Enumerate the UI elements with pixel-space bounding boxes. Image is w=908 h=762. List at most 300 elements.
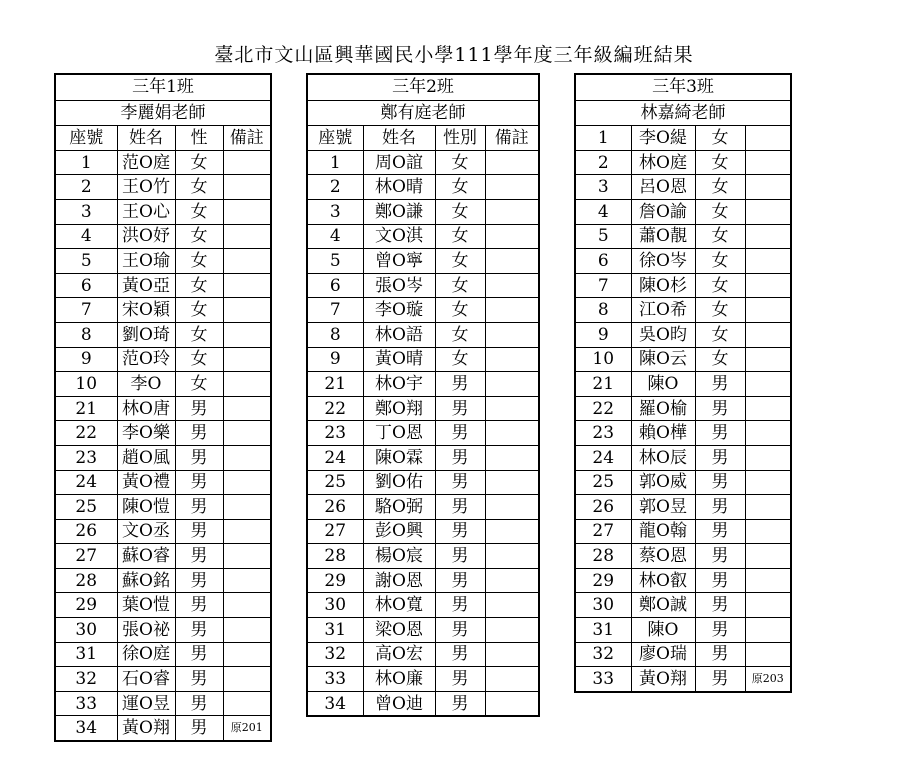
table-row [55, 445, 271, 470]
table-row [575, 445, 791, 470]
seat-number: 4 [55, 224, 117, 249]
seat-number: 3 [307, 199, 363, 224]
table-row [55, 691, 271, 716]
student-name: 林O辰 [631, 445, 695, 470]
seat-number: 24 [55, 470, 117, 495]
gender: 女 [435, 249, 485, 274]
seat-number: 31 [307, 618, 363, 643]
note-header: 備註 [223, 126, 271, 151]
seat-number: 22 [307, 396, 363, 421]
seat-number: 1 [575, 126, 631, 151]
seat-number: 2 [575, 150, 631, 175]
student-name: 高O宏 [363, 642, 435, 667]
seat-number: 25 [307, 470, 363, 495]
note [745, 199, 791, 224]
gender: 男 [175, 470, 223, 495]
student-name: 賴O樺 [631, 421, 695, 446]
gender: 女 [435, 347, 485, 372]
table-row [307, 544, 539, 569]
student-name: 李O緹 [631, 126, 695, 151]
student-name: 江O希 [631, 298, 695, 323]
table-row [307, 667, 539, 692]
note [745, 372, 791, 397]
gender: 女 [435, 224, 485, 249]
gender: 男 [695, 544, 745, 569]
note [745, 593, 791, 618]
seat-number: 33 [55, 691, 117, 716]
gender: 男 [695, 396, 745, 421]
seat-number: 21 [575, 372, 631, 397]
seat-number: 26 [55, 519, 117, 544]
seat-number: 2 [55, 175, 117, 200]
seat-number: 32 [307, 642, 363, 667]
student-name: 丁O恩 [363, 421, 435, 446]
student-name: 陳O [631, 618, 695, 643]
seat-number: 31 [575, 618, 631, 643]
note [485, 199, 539, 224]
table-row [307, 593, 539, 618]
gender: 男 [695, 642, 745, 667]
table-row [575, 544, 791, 569]
student-name: 林O寬 [363, 593, 435, 618]
seat-number: 29 [307, 568, 363, 593]
note [223, 691, 271, 716]
gender: 男 [435, 691, 485, 716]
seat-number: 28 [55, 568, 117, 593]
student-name: 王O心 [117, 199, 175, 224]
table-row [55, 224, 271, 249]
gender: 男 [695, 519, 745, 544]
teacher-name: 林嘉綺老師 [575, 100, 791, 126]
student-name: 洪O妤 [117, 224, 175, 249]
table-row [575, 593, 791, 618]
table-row [575, 322, 791, 347]
gender-header: 性別 [435, 126, 485, 151]
student-name: 林O廉 [363, 667, 435, 692]
gender: 男 [695, 470, 745, 495]
seat-number: 24 [307, 445, 363, 470]
roster-table [574, 73, 792, 693]
student-name: 陳O愷 [117, 495, 175, 520]
table-row [307, 691, 539, 716]
note [745, 445, 791, 470]
student-name: 文O丞 [117, 519, 175, 544]
gender: 男 [435, 593, 485, 618]
student-name: 林O庭 [631, 150, 695, 175]
gender: 女 [695, 322, 745, 347]
note [223, 347, 271, 372]
table-row [55, 470, 271, 495]
table-row [575, 199, 791, 224]
seat-number: 3 [55, 199, 117, 224]
note [485, 421, 539, 446]
note [223, 175, 271, 200]
seat-number: 22 [55, 421, 117, 446]
seat-number: 5 [55, 249, 117, 274]
seat-number: 34 [55, 716, 117, 741]
class-name: 三年3班 [575, 74, 791, 100]
seat-number: 3 [575, 175, 631, 200]
note [485, 175, 539, 200]
seat-number: 2 [307, 175, 363, 200]
table-row [55, 322, 271, 347]
student-name: 徐O岑 [631, 249, 695, 274]
note [485, 372, 539, 397]
table-row [55, 642, 271, 667]
seat-number: 7 [55, 298, 117, 323]
student-name: 趙O風 [117, 445, 175, 470]
student-name: 李O樂 [117, 421, 175, 446]
note [485, 322, 539, 347]
seat-number: 7 [575, 273, 631, 298]
gender: 男 [175, 691, 223, 716]
student-name: 郭O威 [631, 470, 695, 495]
seat-number: 6 [55, 273, 117, 298]
gender: 女 [175, 273, 223, 298]
seat-number: 9 [307, 347, 363, 372]
note [745, 224, 791, 249]
student-name: 范O玲 [117, 347, 175, 372]
note [745, 298, 791, 323]
gender: 男 [435, 372, 485, 397]
gender: 女 [435, 150, 485, 175]
table-row [307, 568, 539, 593]
seat-number: 6 [575, 249, 631, 274]
seat-number: 27 [307, 519, 363, 544]
student-name: 黃O翔 [117, 716, 175, 741]
seat-number: 33 [575, 667, 631, 692]
gender: 女 [435, 175, 485, 200]
gender: 女 [435, 298, 485, 323]
gender: 男 [175, 642, 223, 667]
class-2-roster [306, 73, 540, 717]
gender: 女 [695, 175, 745, 200]
table-row [55, 396, 271, 421]
student-name: 林O宇 [363, 372, 435, 397]
table-row [307, 519, 539, 544]
note [485, 495, 539, 520]
student-name: 張O岑 [363, 273, 435, 298]
seat-number: 27 [55, 544, 117, 569]
table-row [307, 618, 539, 643]
gender: 男 [695, 445, 745, 470]
note [485, 347, 539, 372]
table-row [55, 716, 271, 741]
seat-number: 28 [307, 544, 363, 569]
note [485, 667, 539, 692]
table-row [575, 298, 791, 323]
table-row [307, 372, 539, 397]
class-1-roster [54, 73, 272, 742]
note [223, 249, 271, 274]
gender-header: 性 [175, 126, 223, 151]
note [223, 298, 271, 323]
gender: 女 [695, 126, 745, 151]
note [745, 273, 791, 298]
class-name: 三年2班 [307, 74, 539, 100]
table-row [307, 421, 539, 446]
seat-number: 1 [55, 150, 117, 175]
gender: 男 [175, 519, 223, 544]
student-name: 廖O瑞 [631, 642, 695, 667]
gender: 男 [695, 495, 745, 520]
student-name: 運O昱 [117, 691, 175, 716]
seat-number: 29 [575, 568, 631, 593]
note [485, 642, 539, 667]
gender: 女 [175, 347, 223, 372]
seat-number: 33 [307, 667, 363, 692]
seat-number: 30 [307, 593, 363, 618]
note [485, 298, 539, 323]
table-row [55, 618, 271, 643]
class-name-row [307, 74, 539, 100]
gender: 男 [175, 618, 223, 643]
student-name: 李O [117, 372, 175, 397]
seat-number: 10 [575, 347, 631, 372]
note [745, 421, 791, 446]
table-row [307, 150, 539, 175]
student-name: 林O晴 [363, 175, 435, 200]
gender: 男 [435, 544, 485, 569]
student-name: 石O睿 [117, 667, 175, 692]
table-row [575, 224, 791, 249]
note [745, 175, 791, 200]
gender: 男 [435, 519, 485, 544]
gender: 男 [175, 716, 223, 741]
roster-table [306, 73, 540, 717]
table-row [307, 273, 539, 298]
gender: 女 [695, 273, 745, 298]
gender: 男 [695, 593, 745, 618]
gender: 男 [695, 667, 745, 692]
table-row [307, 495, 539, 520]
note [223, 421, 271, 446]
table-row [575, 372, 791, 397]
note [745, 322, 791, 347]
teacher-row [575, 100, 791, 126]
gender: 女 [175, 298, 223, 323]
seat-number: 23 [575, 421, 631, 446]
student-name: 曾O寧 [363, 249, 435, 274]
note [485, 519, 539, 544]
note: 原203 [745, 667, 791, 692]
note [745, 618, 791, 643]
seat-number: 31 [55, 642, 117, 667]
table-row [55, 199, 271, 224]
student-name: 陳O [631, 372, 695, 397]
gender: 男 [175, 593, 223, 618]
table-row [55, 519, 271, 544]
table-row [575, 642, 791, 667]
class-name-row [55, 74, 271, 100]
student-name: 陳O杉 [631, 273, 695, 298]
note [223, 593, 271, 618]
seat-number: 21 [55, 396, 117, 421]
class-name-row [575, 74, 791, 100]
note [223, 322, 271, 347]
student-name: 陳O霖 [363, 445, 435, 470]
table-row [55, 421, 271, 446]
gender: 男 [435, 495, 485, 520]
note [223, 667, 271, 692]
table-row [575, 618, 791, 643]
seat-number: 27 [575, 519, 631, 544]
note [485, 224, 539, 249]
gender: 男 [695, 372, 745, 397]
seat-number: 32 [55, 667, 117, 692]
table-row [575, 273, 791, 298]
seat-number: 34 [307, 691, 363, 716]
note [745, 249, 791, 274]
student-name: 范O庭 [117, 150, 175, 175]
note [223, 199, 271, 224]
table-row [575, 421, 791, 446]
seat-number: 1 [307, 150, 363, 175]
table-row [55, 544, 271, 569]
note [223, 273, 271, 298]
column-header-row [307, 126, 539, 151]
student-name: 劉O琦 [117, 322, 175, 347]
student-name: 蘇O銘 [117, 568, 175, 593]
table-row [575, 347, 791, 372]
note [485, 470, 539, 495]
note [745, 519, 791, 544]
note [745, 126, 791, 151]
student-name: 陳O云 [631, 347, 695, 372]
seat-number: 26 [307, 495, 363, 520]
student-name: 林O語 [363, 322, 435, 347]
seat-number: 8 [307, 322, 363, 347]
seat-number: 5 [575, 224, 631, 249]
seat-number: 28 [575, 544, 631, 569]
table-row [55, 667, 271, 692]
table-row [307, 199, 539, 224]
gender: 男 [175, 568, 223, 593]
note [745, 544, 791, 569]
note [223, 519, 271, 544]
table-row [575, 495, 791, 520]
gender: 男 [435, 642, 485, 667]
student-name: 葉O愷 [117, 593, 175, 618]
student-name: 林O唐 [117, 396, 175, 421]
note [485, 593, 539, 618]
note [223, 544, 271, 569]
gender: 女 [435, 273, 485, 298]
gender: 女 [695, 224, 745, 249]
student-name: 蔡O恩 [631, 544, 695, 569]
student-name: 周O誼 [363, 150, 435, 175]
table-row [307, 298, 539, 323]
teacher-name: 李麗娟老師 [55, 100, 271, 126]
student-name: 李O璇 [363, 298, 435, 323]
table-row [55, 150, 271, 175]
student-name: 文O淇 [363, 224, 435, 249]
gender: 男 [175, 495, 223, 520]
student-name: 黃O翔 [631, 667, 695, 692]
table-row [307, 347, 539, 372]
note [485, 568, 539, 593]
gender: 男 [175, 667, 223, 692]
gender: 男 [435, 568, 485, 593]
seat-number: 9 [55, 347, 117, 372]
gender: 男 [435, 667, 485, 692]
name-header: 姓名 [363, 126, 435, 151]
table-row [307, 445, 539, 470]
note [223, 618, 271, 643]
teacher-row [307, 100, 539, 126]
student-name: 林O叡 [631, 568, 695, 593]
note [745, 642, 791, 667]
table-row [575, 519, 791, 544]
gender: 女 [175, 199, 223, 224]
class-3-roster [574, 73, 792, 693]
note [745, 347, 791, 372]
student-name: 黃O亞 [117, 273, 175, 298]
student-name: 蕭O靚 [631, 224, 695, 249]
student-name: 曾O迪 [363, 691, 435, 716]
teacher-name: 鄭有庭老師 [307, 100, 539, 126]
student-name: 鄭O誠 [631, 593, 695, 618]
gender: 男 [175, 396, 223, 421]
table-row [575, 150, 791, 175]
student-name: 楊O宸 [363, 544, 435, 569]
student-name: 蘇O睿 [117, 544, 175, 569]
gender: 女 [695, 347, 745, 372]
seat-number: 23 [307, 421, 363, 446]
note-header: 備註 [485, 126, 539, 151]
column-header-row [55, 126, 271, 151]
seat-number: 21 [307, 372, 363, 397]
table-row [55, 593, 271, 618]
gender: 男 [435, 421, 485, 446]
seat-number: 8 [575, 298, 631, 323]
table-row [55, 273, 271, 298]
student-name: 劉O佑 [363, 470, 435, 495]
student-name: 梁O恩 [363, 618, 435, 643]
seat-number: 25 [575, 470, 631, 495]
note [485, 150, 539, 175]
note: 原201 [223, 716, 271, 741]
gender: 男 [435, 396, 485, 421]
student-name: 黃O晴 [363, 347, 435, 372]
note [223, 568, 271, 593]
student-name: 鄭O謙 [363, 199, 435, 224]
student-name: 駱O弼 [363, 495, 435, 520]
note [223, 495, 271, 520]
student-name: 羅O榆 [631, 396, 695, 421]
gender: 女 [695, 298, 745, 323]
gender: 男 [695, 618, 745, 643]
gender: 女 [175, 224, 223, 249]
gender: 女 [435, 322, 485, 347]
student-name: 鄭O翔 [363, 396, 435, 421]
seat-number: 6 [307, 273, 363, 298]
gender: 男 [695, 421, 745, 446]
seat-number: 7 [307, 298, 363, 323]
note [223, 445, 271, 470]
table-row [575, 470, 791, 495]
student-name: 詹O諭 [631, 199, 695, 224]
seat-number: 29 [55, 593, 117, 618]
gender: 女 [175, 175, 223, 200]
class-name: 三年1班 [55, 74, 271, 100]
roster-table [54, 73, 272, 742]
note [485, 445, 539, 470]
note [223, 224, 271, 249]
gender: 女 [175, 372, 223, 397]
table-row [575, 667, 791, 692]
gender: 女 [175, 322, 223, 347]
